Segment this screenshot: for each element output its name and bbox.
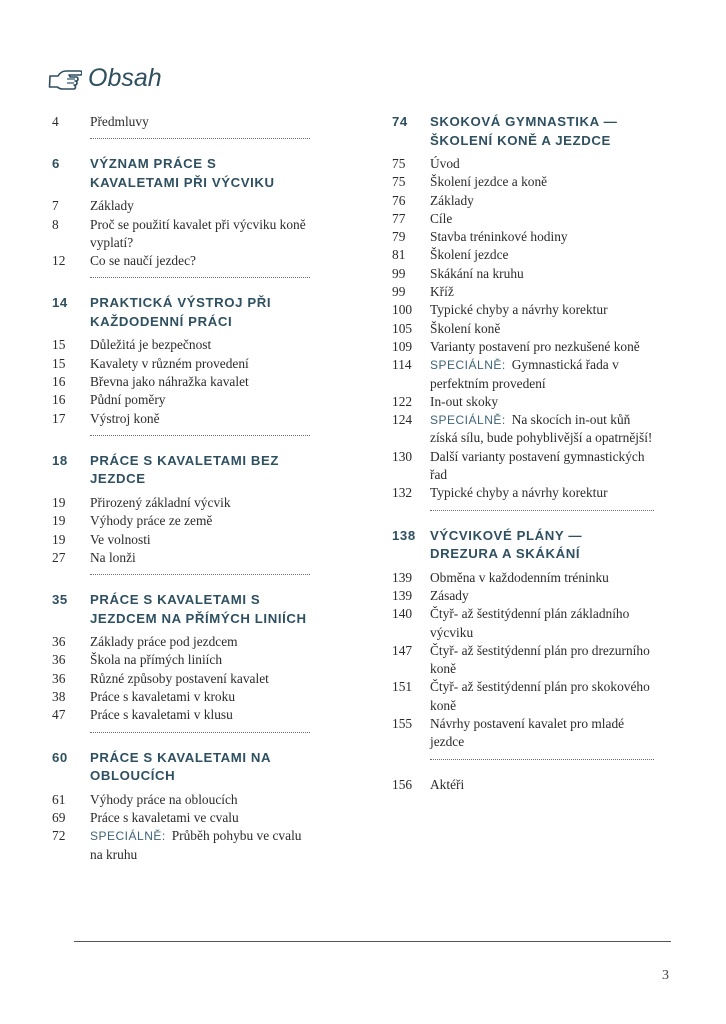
toc-entry — [392, 393, 654, 411]
toc-section — [392, 776, 654, 794]
entry-title: Čtyř- až šestitýdenní plán pro drezurního koně — [430, 642, 650, 677]
toc-entry — [392, 265, 654, 283]
entry-page-number: 124 — [392, 412, 413, 428]
toc-entry — [52, 549, 310, 567]
toc-section — [52, 591, 310, 732]
toc-entry — [52, 633, 310, 651]
toc-entry — [52, 252, 310, 270]
section-page-number: 74 — [392, 114, 408, 129]
section-page-number: 18 — [52, 452, 68, 468]
entry-page-number: 99 — [392, 284, 406, 300]
entry-page-number: 99 — [392, 265, 406, 281]
toc-entry — [52, 706, 310, 724]
section-page-number: 138 — [392, 527, 416, 543]
entry-title: Skákání na kruhu — [430, 265, 524, 281]
section-heading — [52, 294, 310, 331]
entry-title: Půdní poměry — [90, 392, 166, 408]
entry-title: Úvod — [430, 156, 460, 171]
entry-title: Zásady — [430, 587, 469, 603]
entry-page-number: 79 — [392, 229, 406, 245]
entry-page-number: 75 — [392, 174, 406, 190]
entry-page-number: 72 — [52, 828, 66, 844]
entry-title: Školení jezdce — [430, 247, 509, 263]
toc-entry — [392, 192, 654, 210]
entry-page-number: 19 — [52, 531, 66, 547]
entry-title: Práce s kavaletami ve cvalu — [90, 809, 239, 825]
toc-entry — [52, 336, 310, 354]
entry-page-number: 47 — [52, 707, 66, 723]
entry-page-number: 77 — [392, 210, 406, 226]
section-title: PRÁCE S KAVALETAMI S JEZDCEM NA PŘÍMÝCH LINIÍCH — [90, 592, 307, 626]
entry-title: In-out skoky — [430, 393, 499, 409]
dotted-divider — [90, 138, 310, 139]
section-title: SKOKOVÁ GYMNASTIKA — ŠKOLENÍ KONĚ A JEZDCE — [430, 114, 618, 148]
section-page-number: 60 — [52, 749, 68, 765]
toc-entry — [52, 531, 310, 549]
section-page-number: 35 — [52, 592, 68, 608]
toc-left-column — [52, 113, 310, 864]
dotted-divider — [90, 435, 310, 436]
toc-entry — [392, 210, 654, 228]
entry-title: Cíle — [430, 210, 453, 226]
entry-title: Výstroj koně — [90, 410, 160, 426]
entry-title: Typické chyby a návrhy korektur — [430, 302, 608, 318]
toc-section — [52, 749, 310, 864]
toc-entry — [392, 356, 654, 393]
toc-entry — [392, 283, 654, 301]
entry-page-number: 61 — [52, 791, 66, 807]
toc-entry — [392, 448, 654, 485]
entry-title: Varianty postavení pro nezkušené koně — [430, 338, 640, 354]
toc-entry — [392, 338, 654, 356]
entry-page-number: 140 — [392, 606, 413, 622]
toc-entry — [392, 246, 654, 264]
entry-page-number: 114 — [392, 357, 412, 373]
entry-page-number: 36 — [52, 670, 66, 686]
entry-title: SPECIÁLNĚ: Na skocích in-out kůň získá sílu, bude pohyblivější a opatrnější! — [430, 412, 653, 446]
entry-page-number: 36 — [52, 652, 66, 668]
section-title: VÝCVIKOVÉ PLÁNY — DREZURA A SKÁKÁNÍ — [430, 527, 583, 562]
toc-section — [392, 113, 654, 511]
entry-page-number: 81 — [392, 247, 406, 263]
entry-page-number: 7 — [52, 198, 59, 214]
entry-page-number: 19 — [52, 494, 66, 510]
entry-title: Proč se použití kavalet při výcviku koně vyplatí? — [90, 216, 306, 250]
special-label: SPECIÁLNĚ: — [90, 829, 166, 844]
toc-entry — [52, 670, 310, 688]
entry-title: Důležitá je bezpečnost — [90, 337, 212, 353]
entry-page-number: 36 — [52, 634, 66, 650]
entry-title: Základy práce pod jezdcem — [90, 634, 238, 650]
dotted-divider — [430, 759, 654, 760]
entry-page-number: 8 — [52, 216, 59, 232]
entry-title: Základy — [90, 198, 134, 214]
section-heading — [52, 749, 310, 786]
toc-section — [52, 452, 310, 575]
entry-title: Škola na přímých liniích — [90, 652, 223, 668]
dotted-divider — [90, 574, 310, 575]
entry-title: SPECIÁLNĚ: Gymnastická řada v perfektním provedení — [430, 357, 619, 391]
entry-title: Co se naučí jezdec? — [90, 253, 196, 269]
toc-entry — [392, 678, 654, 715]
toc-entry — [52, 827, 310, 864]
entry-page-number: 139 — [392, 569, 413, 585]
entry-page-number: 156 — [392, 776, 413, 792]
toc-entry — [52, 512, 310, 530]
section-page-number: 6 — [52, 156, 60, 172]
entry-title: SPECIÁLNĚ: Průběh pohybu ve cvalu na kruhu — [90, 828, 302, 862]
toc-entry — [392, 320, 654, 338]
entry-title: Další varianty postavení gymnastických řad — [430, 448, 645, 483]
toc-entry — [392, 715, 654, 752]
entry-page-number: 16 — [52, 392, 66, 408]
entry-title: Školení koně — [430, 320, 501, 336]
section-heading — [52, 591, 310, 628]
toc-entry — [52, 355, 310, 373]
page-number: 3 — [662, 968, 669, 983]
entry-page-number: 15 — [52, 337, 66, 353]
entry-title: Na lonži — [90, 549, 136, 565]
entry-title: Obměna v každodenním tréninku — [430, 569, 609, 585]
footer-rule — [74, 941, 671, 942]
toc-section — [392, 527, 654, 760]
pointing-hand-icon — [48, 67, 82, 91]
toc-heading — [48, 64, 162, 93]
entry-title: Kříž — [430, 284, 454, 300]
section-page-number: 14 — [52, 295, 68, 311]
entry-page-number: 69 — [52, 809, 66, 825]
toc-entry — [392, 587, 654, 605]
section-title: VÝZNAM PRÁCE S KAVALETAMI PŘI VÝCVIKU — [90, 156, 275, 190]
entry-page-number: 4 — [52, 114, 59, 129]
entry-page-number: 109 — [392, 338, 413, 354]
dotted-divider — [90, 277, 310, 278]
special-label: SPECIÁLNĚ: — [430, 358, 506, 373]
entry-title: Přirozený základní výcvik — [90, 494, 231, 510]
page-title: Obsah — [88, 64, 162, 92]
entry-title: Typické chyby a návrhy korektur — [430, 485, 608, 501]
entry-title: Ve volnosti — [90, 531, 151, 547]
dotted-divider — [90, 732, 310, 733]
section-heading — [392, 113, 654, 150]
entry-page-number: 15 — [52, 355, 66, 371]
toc-entry — [52, 809, 310, 827]
entry-page-number: 38 — [52, 689, 66, 705]
toc-entry — [392, 776, 654, 794]
entry-page-number: 130 — [392, 448, 413, 464]
toc-entry — [52, 791, 310, 809]
toc-right-column — [392, 113, 654, 794]
toc-entry — [392, 484, 654, 502]
entry-title: Školení jezdce a koně — [430, 174, 548, 190]
entry-page-number: 17 — [52, 410, 66, 426]
entry-page-number: 147 — [392, 642, 413, 658]
entry-page-number: 75 — [392, 156, 406, 171]
toc-section — [52, 294, 310, 435]
toc-entry — [52, 688, 310, 706]
toc-entry — [392, 173, 654, 191]
entry-title: Základy — [430, 192, 474, 208]
toc-section — [52, 155, 310, 278]
toc-section — [52, 113, 310, 139]
toc-entry — [392, 155, 654, 173]
toc-entry — [392, 605, 654, 642]
entry-title: Břevna jako náhražka kavalet — [90, 374, 249, 390]
toc-entry — [52, 391, 310, 409]
section-title: PRÁCE S KAVALETAMI NA OBLOUCÍCH — [90, 749, 271, 784]
entry-page-number: 16 — [52, 374, 66, 390]
section-heading — [52, 155, 310, 192]
dotted-divider — [430, 510, 654, 511]
toc-entry — [392, 642, 654, 679]
entry-title: Práce s kavaletami v klusu — [90, 707, 233, 723]
toc-entry — [392, 569, 654, 587]
toc-entry — [52, 216, 310, 253]
entry-title: Výhody práce ze země — [90, 513, 213, 529]
toc-entry — [52, 373, 310, 391]
toc-entry — [52, 410, 310, 428]
toc-entry — [392, 228, 654, 246]
section-heading — [52, 452, 310, 489]
entry-title: Kavalety v různém provedení — [90, 355, 249, 371]
entry-page-number: 27 — [52, 549, 66, 565]
entry-page-number: 139 — [392, 587, 413, 603]
entry-page-number: 151 — [392, 679, 413, 695]
special-label: SPECIÁLNĚ: — [430, 413, 506, 428]
toc-entry — [52, 651, 310, 669]
entry-title: Čtyř- až šestitýdenní plán základního výcviku — [430, 606, 630, 640]
entry-page-number: 105 — [392, 320, 413, 336]
entry-page-number: 12 — [52, 253, 66, 269]
entry-title: Aktéři — [430, 776, 465, 792]
entry-page-number: 100 — [392, 302, 413, 318]
entry-title: Práce s kavaletami v kroku — [90, 689, 236, 705]
entry-title: Výhody práce na obloucích — [90, 791, 238, 807]
section-heading — [392, 527, 654, 564]
toc-entry — [392, 411, 654, 448]
entry-title: Čtyř- až šestitýdenní plán pro skokového koně — [430, 679, 650, 713]
entry-title: Různé způsoby postavení kavalet — [90, 670, 269, 686]
entry-page-number: 132 — [392, 485, 413, 501]
entry-page-number: 122 — [392, 393, 413, 409]
entry-title: Stavba tréninkové hodiny — [430, 229, 568, 245]
toc-entry — [392, 301, 654, 319]
toc-entry — [52, 494, 310, 512]
entry-title: Návrhy postavení kavalet pro mladé jezdce — [430, 716, 625, 750]
entry-page-number: 19 — [52, 513, 66, 529]
section-title: PRÁCE S KAVALETAMI BEZ JEZDCE — [90, 452, 280, 487]
entry-page-number: 155 — [392, 716, 413, 732]
entry-title: Předmluvy — [90, 114, 149, 129]
entry-page-number: 76 — [392, 192, 406, 208]
toc-entry — [52, 113, 310, 131]
toc-entry — [52, 197, 310, 215]
section-title: PRAKTICKÁ VÝSTROJ PŘI KAŽDODENNÍ PRÁCI — [90, 295, 272, 329]
